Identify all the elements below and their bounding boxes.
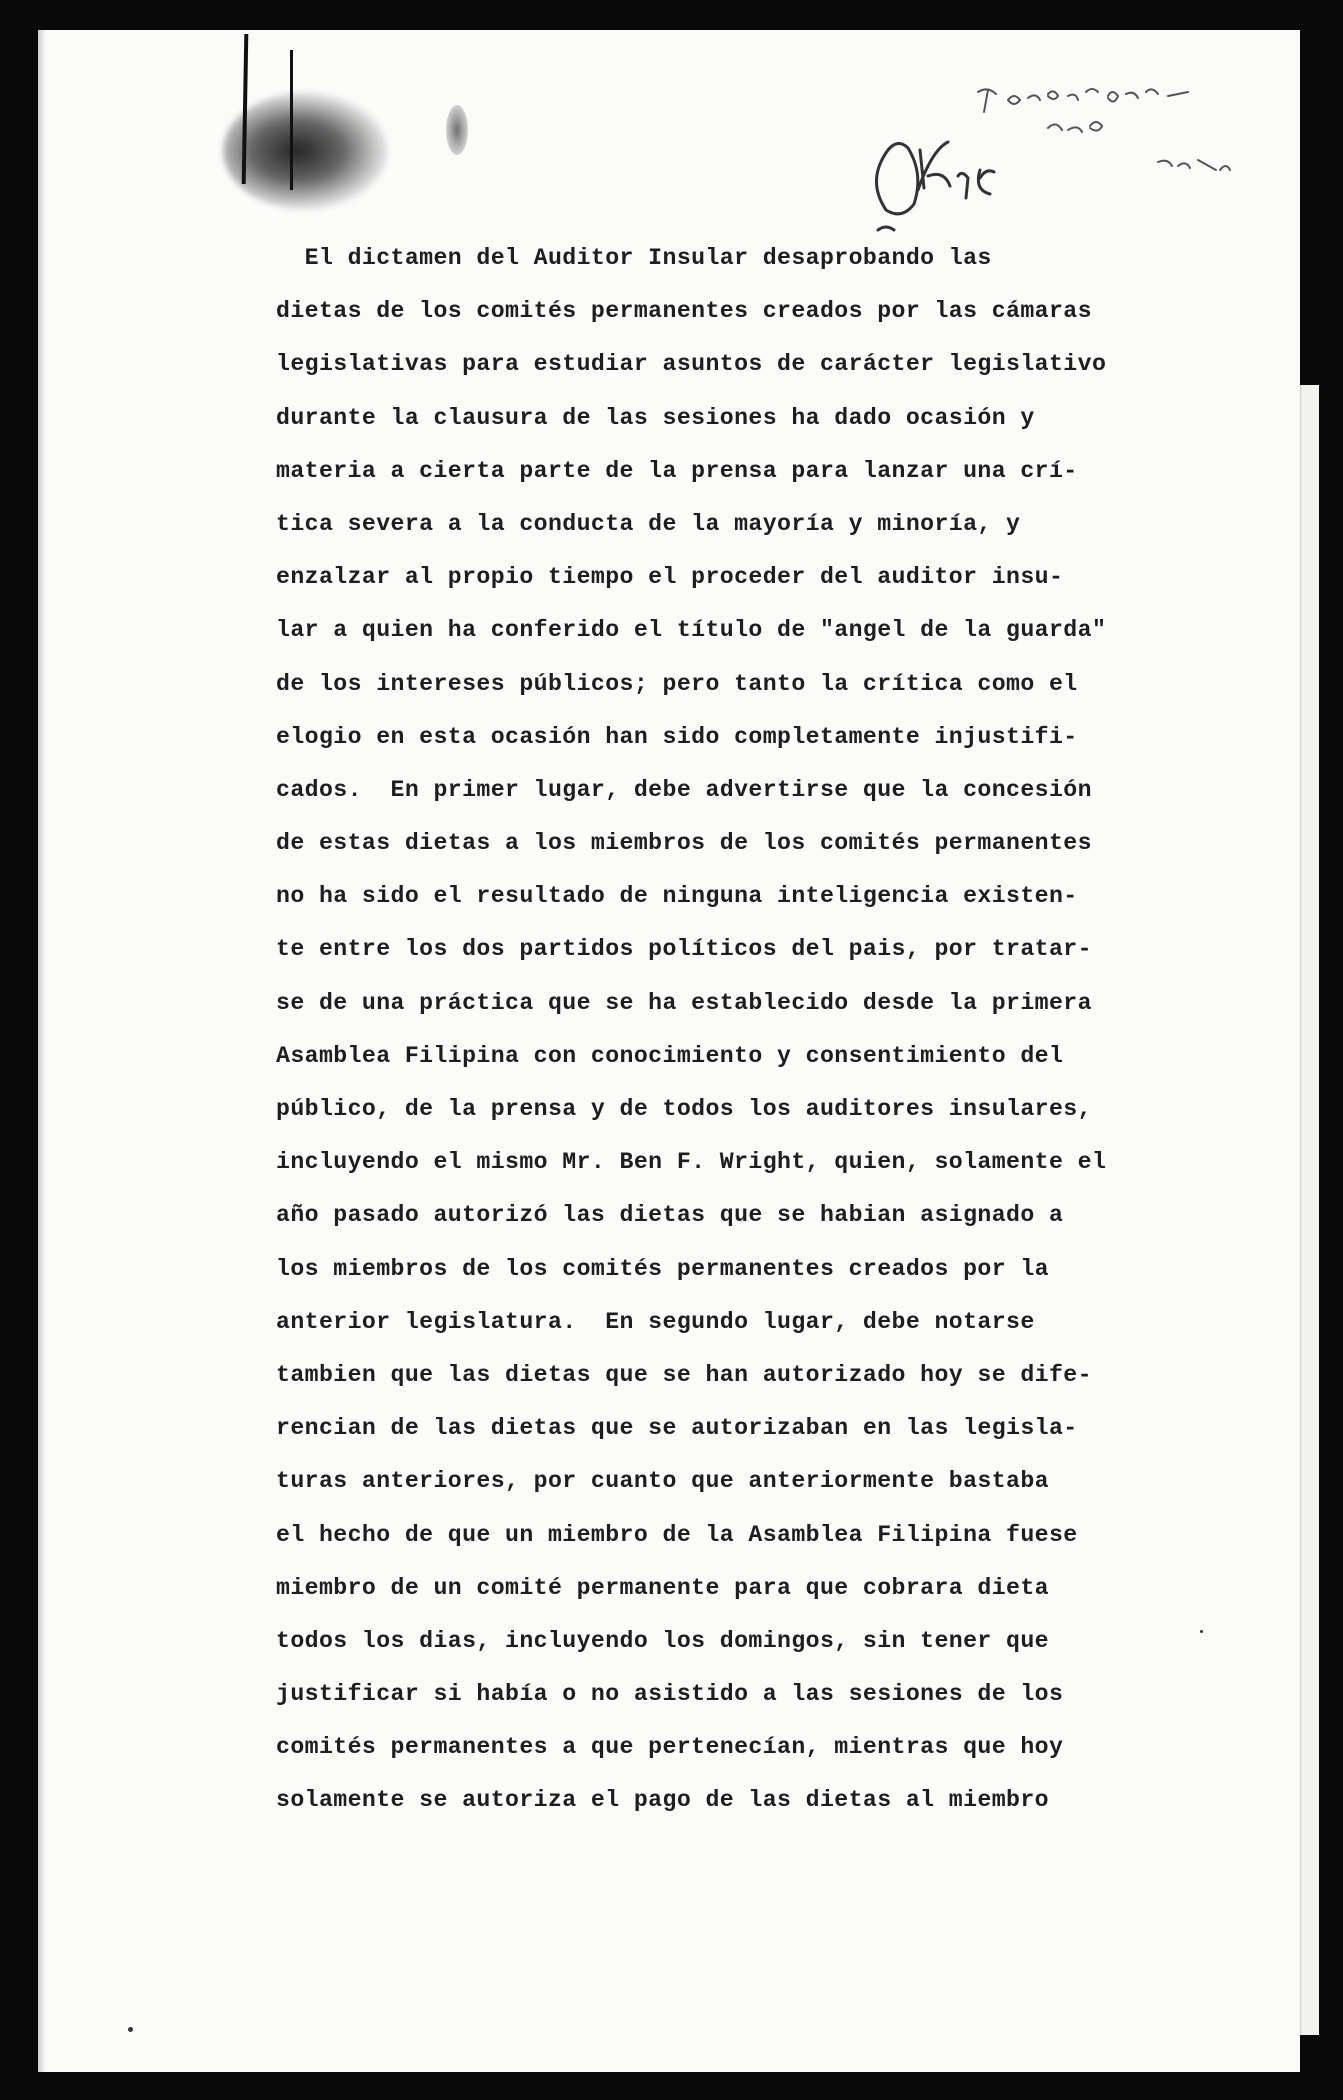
text-line: Asamblea Filipina con conocimiento y consentimiento del — [276, 1042, 1064, 1069]
text-line: turas anteriores, por cuanto que anteriormente bastaba — [276, 1468, 1049, 1495]
ink-smudge — [446, 105, 468, 155]
text-line: enzalzar al propio tiempo el proceder del auditor insu- — [276, 564, 1064, 591]
text-line: anterior legislatura. En segundo lugar, debe notarse — [276, 1308, 1035, 1335]
text-line: rencian de las dietas que se autorizaban en las legisla- — [276, 1415, 1078, 1442]
text-line: los miembros de los comités permanentes creados por la — [276, 1255, 1049, 1282]
text-line: se de una práctica que se ha establecido desde la primera — [276, 989, 1092, 1016]
handwritten-annotation — [858, 80, 1298, 240]
text-line: materia a cierta parte de la prensa para lanzar una crí- — [276, 457, 1078, 484]
text-line: durante la clausura de las sesiones ha dado ocasión y — [276, 404, 1035, 431]
text-line: tica severa a la conducta de la mayoría y minoría, y — [276, 510, 1021, 537]
text-line: año pasado autorizó las dietas que se habian asignado a — [276, 1202, 1064, 1229]
text-line: de los intereses públicos; pero tanto la crítica como el — [276, 670, 1078, 697]
text-line: El dictamen del Auditor Insular desaprobando las — [276, 245, 992, 271]
ink-streak-right — [290, 50, 293, 190]
text-line: elogio en esta ocasión han sido completamente injustifi- — [276, 723, 1078, 750]
text-line: legislativas para estudiar asuntos de carácter legislativo — [276, 351, 1107, 378]
text-line: tambien que las dietas que se han autorizado hoy se dife- — [276, 1361, 1092, 1388]
text-line: no ha sido el resultado de ninguna inteligencia existen- — [276, 883, 1078, 910]
text-line: comités permanentes a que pertenecían, mientras que hoy — [276, 1734, 1064, 1761]
text-line: dietas de los comités permanentes creados por las cámaras — [276, 298, 1092, 325]
text-line: solamente se autoriza el pago de las dietas al miembro — [276, 1787, 1049, 1814]
text-line: cados. En primer lugar, debe advertirse que la concesión — [276, 776, 1092, 803]
text-line: te entre los dos partidos políticos del pais, por tratar- — [276, 936, 1092, 963]
text-line: miembro de un comité permanente para que cobrara dieta — [276, 1574, 1049, 1601]
text-line: de estas dietas a los miembros de los comités permanentes — [276, 830, 1092, 857]
mark-dot — [128, 2027, 133, 2032]
page-left-edge — [38, 30, 46, 2072]
text-line: todos los dias, incluyendo los domingos, sin tener que — [276, 1627, 1049, 1654]
text-line: lar a quien ha conferido el título de "angel de la guarda" — [276, 617, 1107, 644]
ink-blot — [223, 92, 388, 210]
text-line: público, de la prensa y de todos los auditores insulares, — [276, 1096, 1092, 1122]
document-body — [276, 232, 1236, 1828]
text-line: incluyendo el mismo Mr. Ben F. Wright, quien, solamente el — [276, 1149, 1107, 1176]
text-line: justificar si había o no asistido a las sesiones de los — [276, 1681, 1064, 1708]
text-line: el hecho de que un miembro de la Asamblea Filipina fuese — [276, 1521, 1078, 1548]
